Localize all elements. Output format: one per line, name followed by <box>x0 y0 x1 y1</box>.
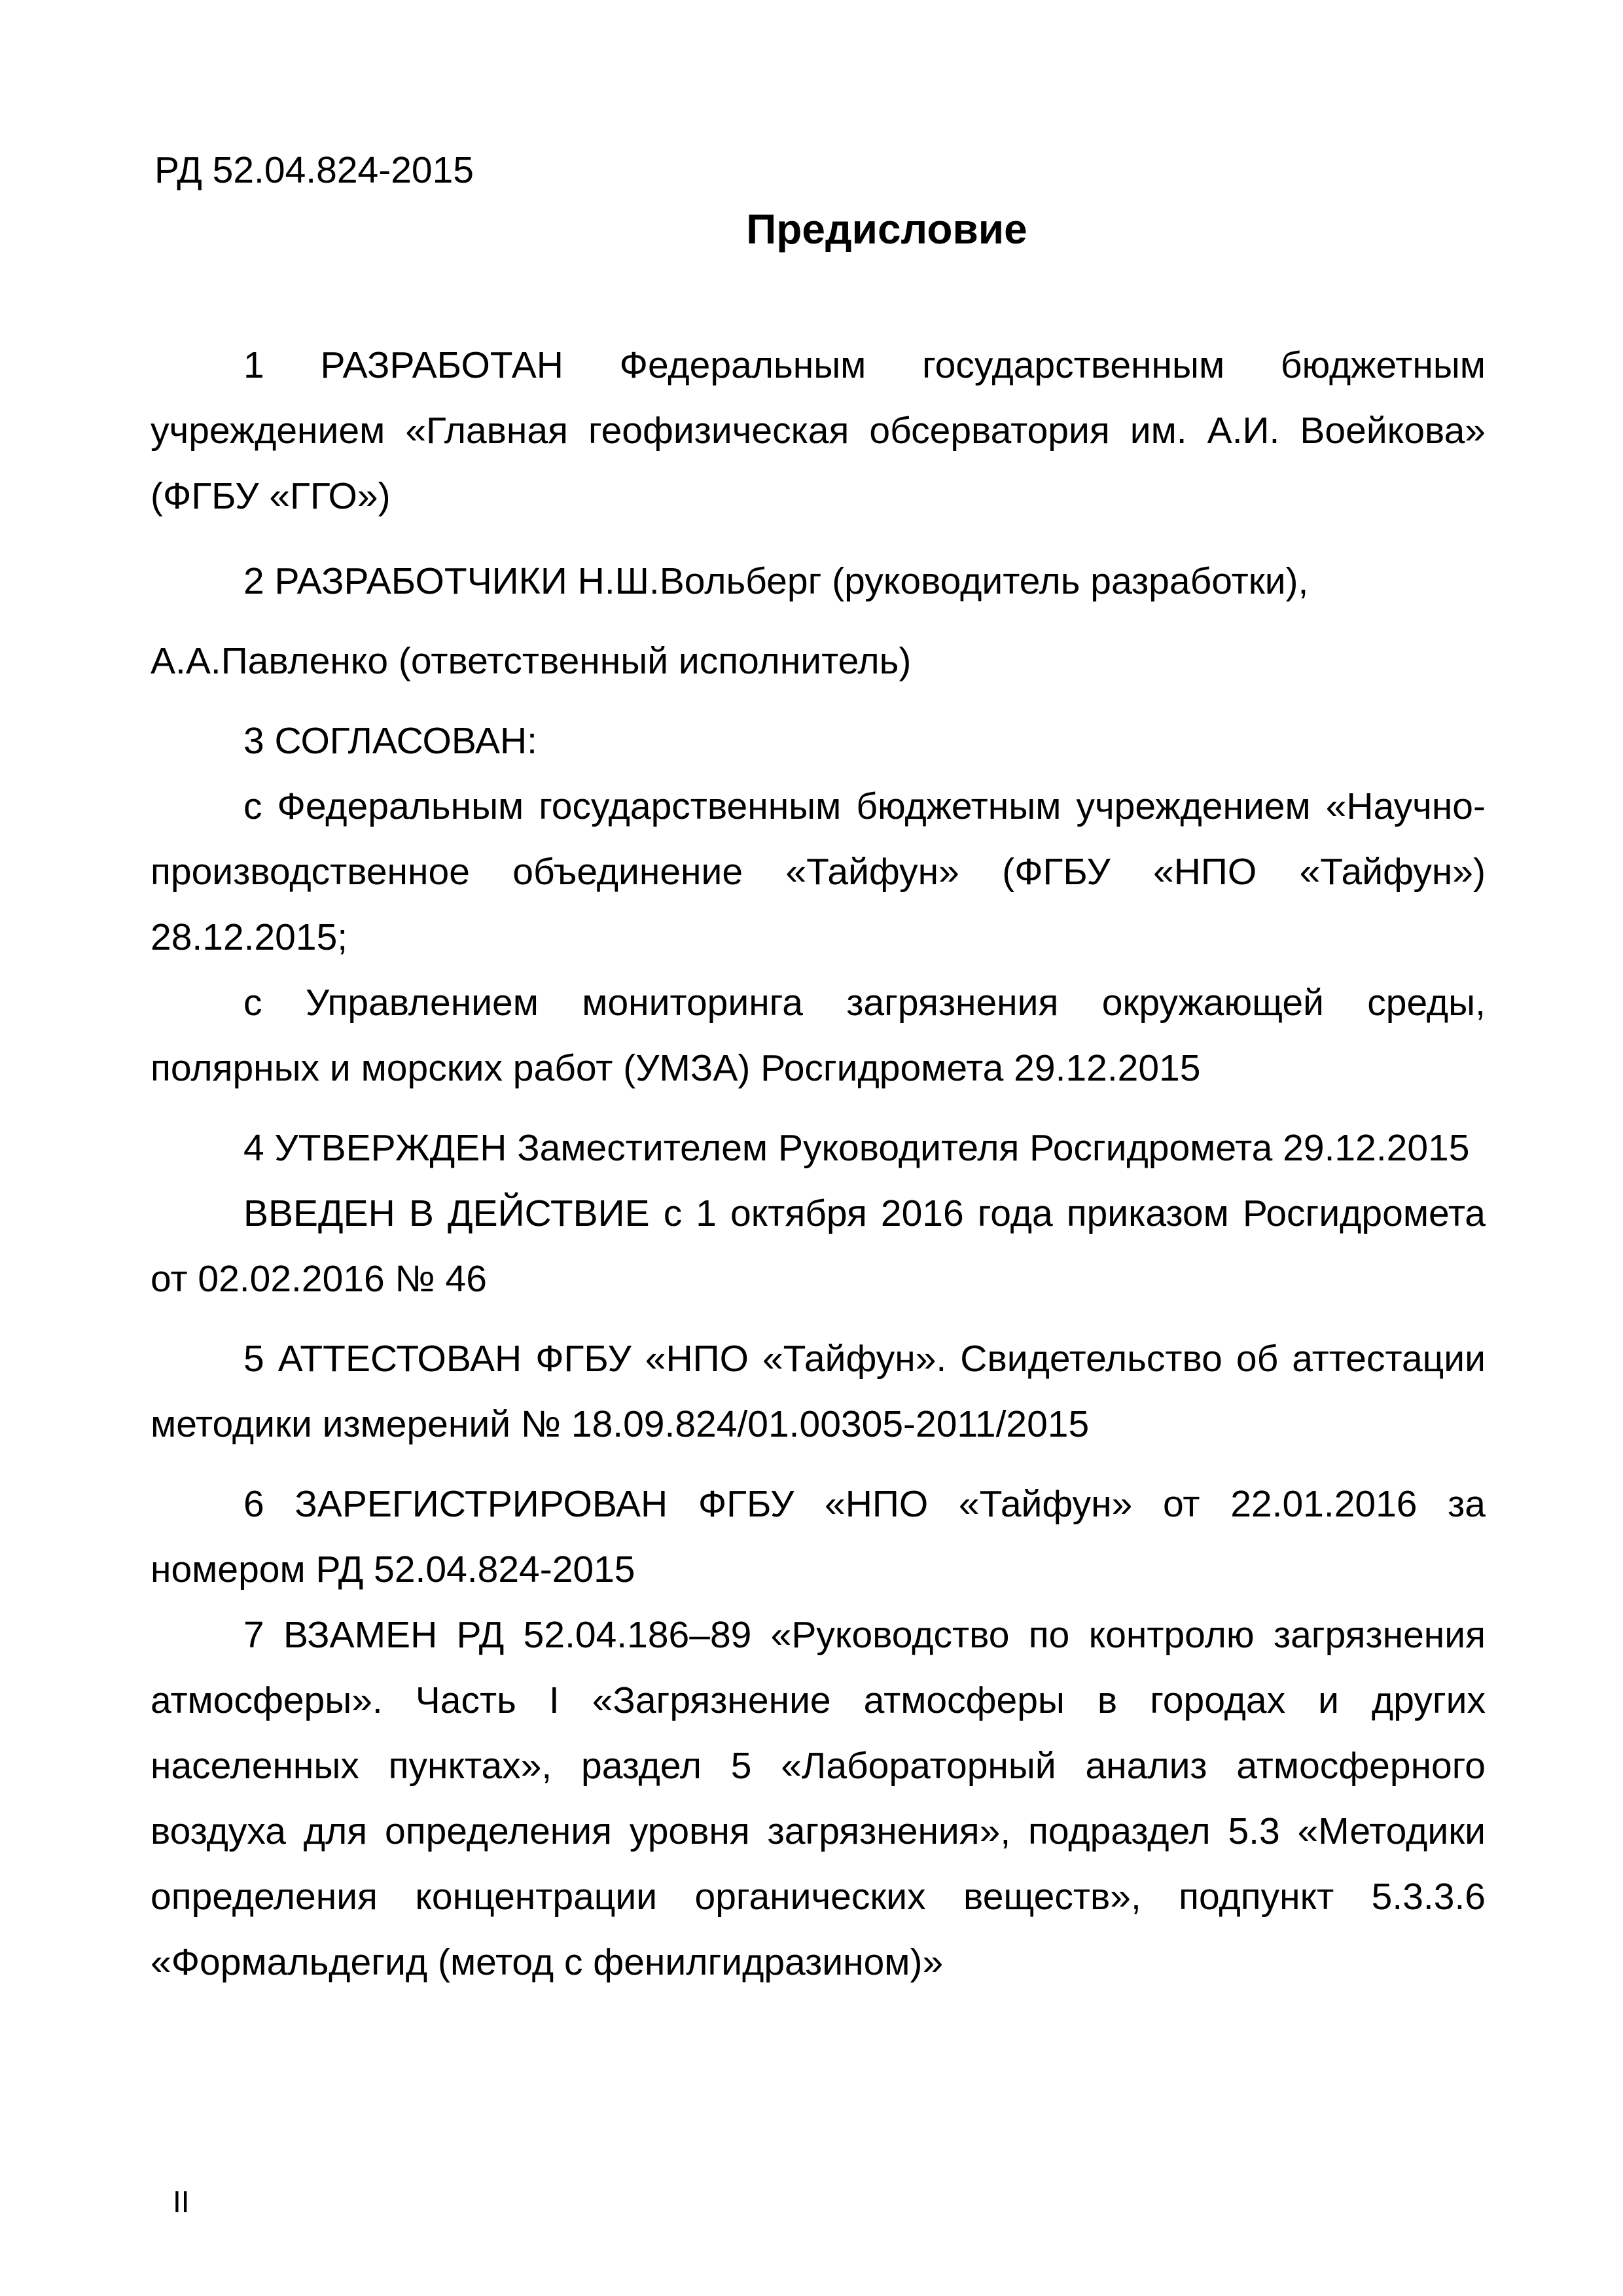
item-7-replaces: 7 ВЗАМЕН РД 52.04.186–89 «Руководство по контролю загрязнения атмосферы». Часть I «Загрязнение атмосферы в городах и других населенных пунктах», раздел 5 «Лабораторный анализ атмосферного воздуха для определения уровня загрязнения», подраздел 5.3 «Методики определения концентрации органических веществ», подпункт 5.3.3.6 «Формальдегид (метод с фенилгидразином)» <box>151 1614 1486 1983</box>
item-1-developed: 1 РАЗРАБОТАН Федеральным государственным бюджетным учреждением «Главная геофизическая обсерватория им. А.И. Воейкова» (ФГБУ «ГГО») <box>151 344 1486 517</box>
document-code: РД 52.04.824-2015 <box>154 149 474 191</box>
item-5-certified: 5 АТТЕСТОВАН ФГБУ «НПО «Тайфун». Свидетельство об аттестации методики измерений № 18.09.824/01.00305-2011/2015 <box>151 1338 1486 1445</box>
item-2-developers-continued: А.А.Павленко (ответственный исполнитель) <box>151 640 912 682</box>
item-4-approved: 4 УТВЕРЖДЕН Заместителем Руководителя Росгидромета 29.12.2015 <box>243 1127 1470 1169</box>
page-title-text: Предисловие <box>746 206 1027 253</box>
page-title <box>0 196 1623 262</box>
item-3-agreed: 3 СОГЛАСОВАН: <box>243 720 538 762</box>
foreword-body <box>151 332 1486 1995</box>
item-3-agreed-umza: с Управлением мониторинга загрязнения окружающей среды, полярных и морских работ (УМЗА) Росгидромета 29.12.2015 <box>151 982 1486 1089</box>
item-4-enacted: ВВЕДЕН В ДЕЙСТВИЕ с 1 октября 2016 года приказом Росгидромета от 02.02.2016 № 46 <box>151 1193 1486 1300</box>
item-2-developers: 2 РАЗРАБОТЧИКИ Н.Ш.Вольберг (руководитель разработки), <box>243 560 1309 602</box>
item-3-agreed-typhoon: с Федеральным государственным бюджетным учреждением «Научно-производственное объединение «Тайфун» (ФГБУ «НПО «Тайфун») 28.12.2015; <box>151 785 1486 958</box>
page-number: II <box>173 2185 190 2219</box>
item-6-registered: 6 ЗАРЕГИСТРИРОВАН ФГБУ «НПО «Тайфун» от 22.01.2016 за номером РД 52.04.824-2015 <box>151 1483 1486 1590</box>
